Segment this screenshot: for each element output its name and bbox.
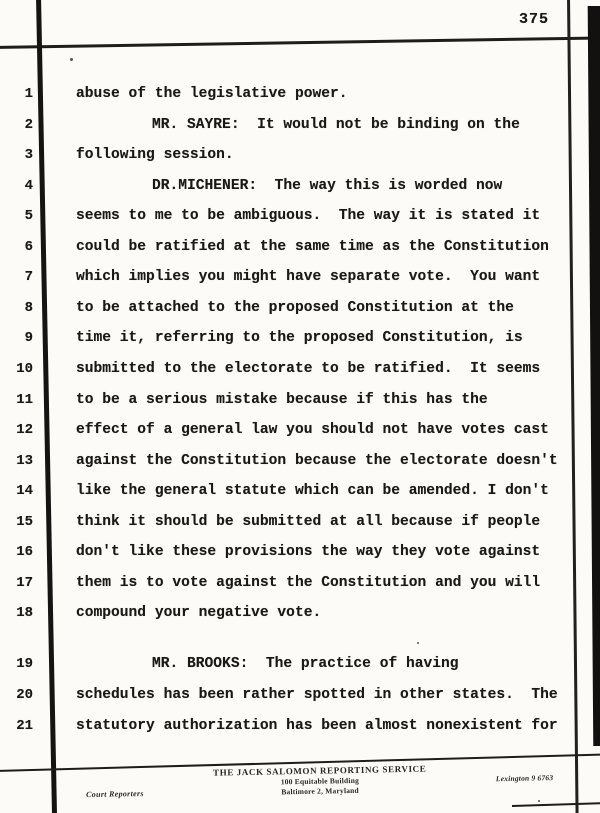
line-text: schedules has been rather spotted in other states. The bbox=[76, 686, 558, 703]
scan-speck bbox=[70, 58, 73, 61]
line-text: MR. SAYRE: It would not be binding on the bbox=[152, 116, 520, 133]
line-number: 18 bbox=[16, 605, 33, 622]
line-text: which implies you might have separate vote. You want bbox=[76, 269, 541, 286]
line-text: don't like these provisions the way they vote against bbox=[76, 544, 541, 561]
line-number: 11 bbox=[16, 391, 33, 408]
footer-court-reporters: Court Reporters bbox=[86, 789, 144, 800]
line-text: seems to me to be ambiguous. The way it is stated it bbox=[76, 208, 541, 225]
line-text: submitted to the electorate to be ratified. It seems bbox=[76, 360, 541, 377]
line-number: 15 bbox=[16, 513, 33, 530]
line-number: 7 bbox=[24, 269, 33, 286]
line-number: 2 bbox=[24, 116, 33, 133]
line-number: 6 bbox=[24, 238, 33, 255]
line-number: 16 bbox=[16, 544, 33, 561]
line-number: 5 bbox=[24, 208, 33, 225]
line-number: 21 bbox=[16, 717, 33, 734]
scan-speck bbox=[538, 800, 540, 802]
line-number: 12 bbox=[16, 422, 33, 439]
footer bbox=[0, 754, 600, 813]
line-number: 1 bbox=[24, 86, 33, 102]
line-text: against the Constitution because the electorate doesn't bbox=[76, 452, 558, 469]
line-text: MR. BROOKS: The practice of having bbox=[152, 656, 459, 672]
line-text: to be attached to the proposed Constitution at the bbox=[76, 299, 514, 316]
line-text: like the general statute which can be amended. I don't bbox=[76, 483, 549, 500]
line-text: DR.MICHENER: The way this is worded now bbox=[152, 177, 503, 194]
line-number: 19 bbox=[16, 656, 33, 672]
line-number: 10 bbox=[16, 360, 33, 377]
line-number: 4 bbox=[24, 177, 33, 194]
line-text: statutory authorization has been almost nonexistent for bbox=[76, 717, 558, 734]
line-number: 14 bbox=[16, 483, 33, 500]
line-text: think it should be submitted at all because if people bbox=[76, 513, 541, 530]
footer-reporting-service bbox=[150, 762, 491, 799]
line-number: 3 bbox=[24, 147, 33, 164]
line-text: compound your negative vote. bbox=[76, 605, 322, 622]
line-text: time it, referring to the proposed Constitution, is bbox=[76, 330, 523, 347]
line-number: 13 bbox=[16, 452, 33, 469]
line-text: following session. bbox=[76, 147, 234, 164]
line-text: abuse of the legislative power. bbox=[76, 86, 348, 102]
line-text: them is to vote against the Constitution and you will bbox=[76, 574, 541, 591]
footer-service-name: THE JACK SALOMON REPORTING SERVICE bbox=[212, 763, 427, 778]
line-text: effect of a general law you should not have votes cast bbox=[76, 422, 549, 439]
footer-phone: Lexington 9 6763 bbox=[495, 773, 554, 784]
scan-speck bbox=[417, 642, 419, 644]
line-number: 9 bbox=[24, 330, 33, 347]
footer-address-line1: 100 Equitable Building bbox=[280, 776, 360, 787]
line-number: 20 bbox=[16, 686, 33, 703]
line-number: 17 bbox=[16, 574, 33, 591]
page-number: 375 bbox=[519, 11, 550, 28]
line-text: could be ratified at the same time as the Constitution bbox=[76, 238, 549, 255]
line-text: to be a serious mistake because if this has the bbox=[76, 391, 488, 408]
footer-address-line2: Baltimore 2, Maryland bbox=[281, 785, 359, 796]
line-number: 8 bbox=[24, 299, 33, 316]
